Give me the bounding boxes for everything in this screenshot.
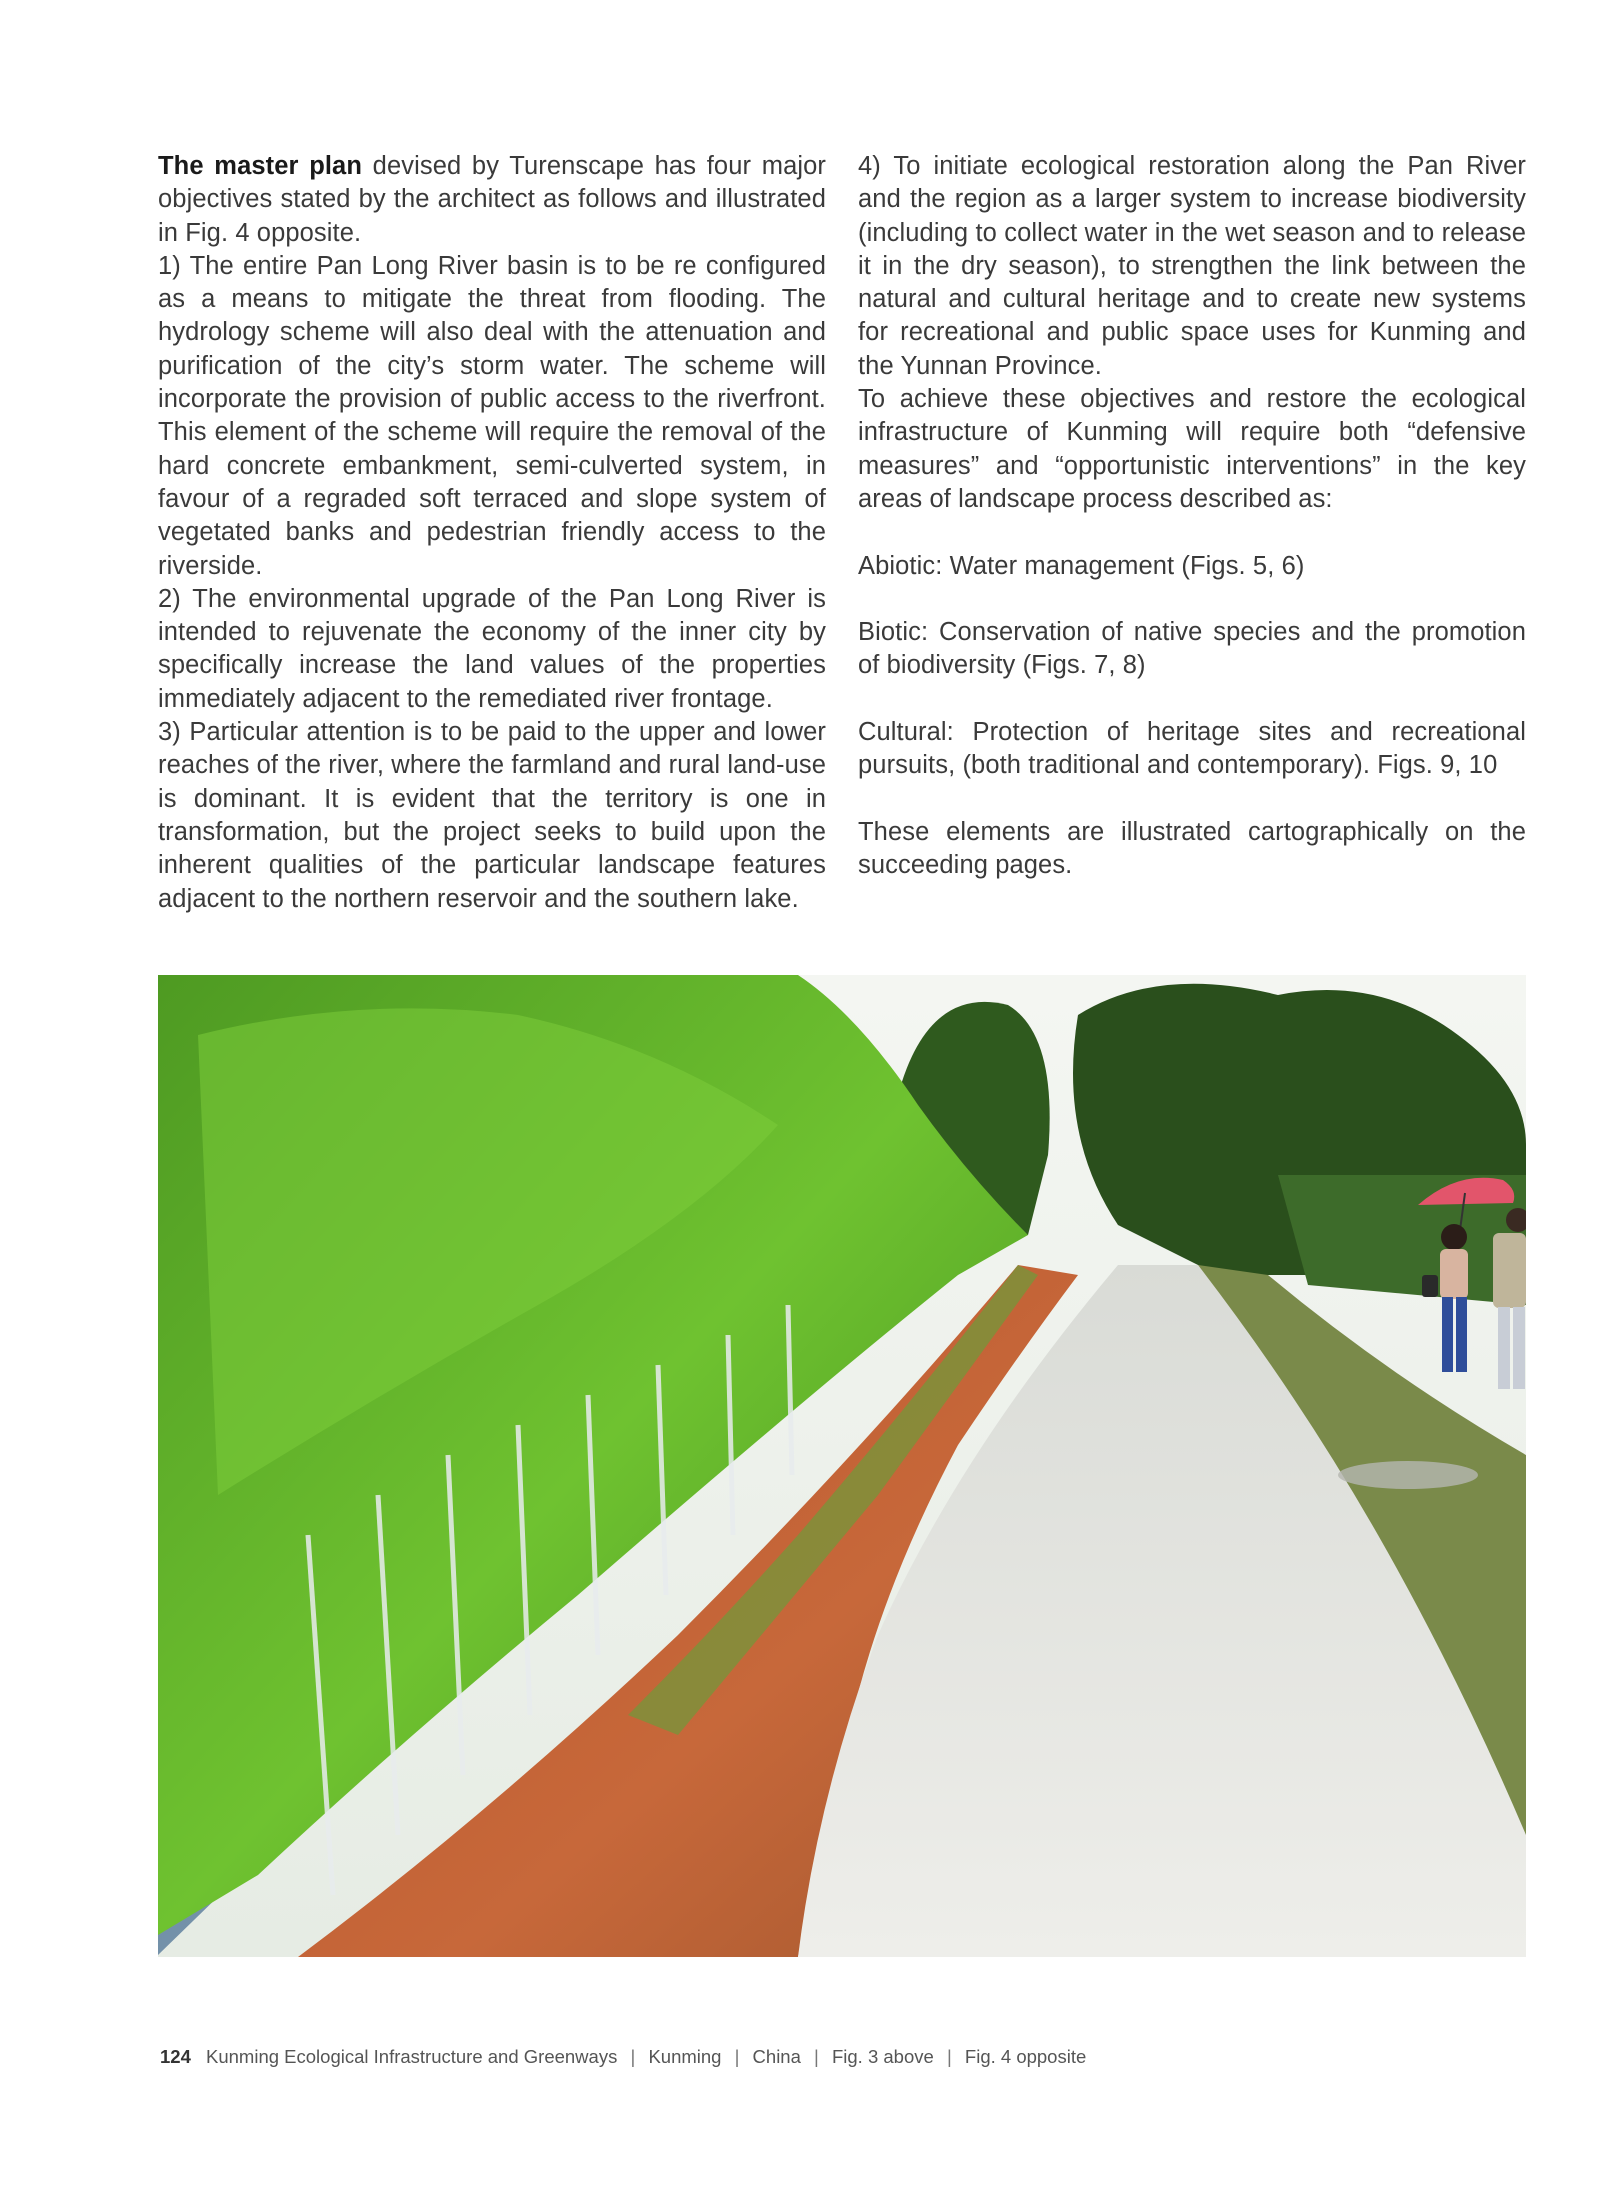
- footer-separator: |: [630, 2046, 636, 2067]
- lead-text: devised by Turenscape has four major objectives stated by the architect as follows and illustrated in Fig. 4 opposite.: [158, 152, 826, 247]
- lead-bold-phrase: The master plan: [158, 152, 363, 180]
- cultural-paragraph: Cultural: Protection of heritage sites and recreational pursuits, (both traditional and contemporary). Figs. 9, 10: [858, 718, 1526, 780]
- walker-shadow: [1338, 1461, 1478, 1489]
- abiotic-paragraph: Abiotic: Water management (Figs. 5, 6): [858, 551, 1305, 580]
- footer-separator: |: [814, 2046, 819, 2067]
- footer-fig-opposite: Fig. 4 opposite: [964, 2046, 1087, 2067]
- biotic-paragraph: Biotic: Conservation of native species and the promotion of biodiversity (Figs. 7, 8): [858, 618, 1526, 680]
- footer-separator: |: [946, 2046, 952, 2067]
- left-text-column: [158, 150, 826, 916]
- objective-4-paragraph: 4) To initiate ecological restoration along the Pan River and the region as a larger system to increase biodiversity (including to collect water in the wet season and to release it in the dry season), to strengthen the link between the natural and cultural heritage and to create new systems for recreational and public space uses for Kunming and the Yunnan Province.: [858, 152, 1526, 380]
- riverside-path-photo: [158, 975, 1526, 1957]
- objective-3-paragraph: 3) Particular attention is to be paid to the upper and lower reaches of the river, where the farmland and rural land-use is dominant. It is evident that the territory is one in transformation, but the project seeks to build upon the inherent qualities of the particular landscape features adjacent to the northern reservoir and the southern lake.: [158, 718, 826, 913]
- objective-2-paragraph: 2) The environmental upgrade of the Pan Long River is intended to rejuvenate the economy of the inner city by specifically increase the land values of the properties immediately adjacent to the remediated river frontage.: [158, 584, 826, 713]
- objective-1-paragraph: 1) The entire Pan Long River basin is to be re configured as a means to mitigate the threat from flooding. The hydrology scheme will also deal with the attenuation and purification of the city’s storm water. The scheme will incorporate the provision of public access to the riverfront. This element of the scheme will require the removal of the hard concrete embankment, semi-culverted system, in favour of a regraded soft terraced and slope system of vegetated banks and pedestrian friendly access to the riverside.: [158, 251, 826, 580]
- book-title: Kunming Ecological Infrastructure and Greenways: [206, 2046, 618, 2067]
- footer-country: China: [752, 2046, 801, 2067]
- intro-paragraph: To achieve these objectives and restore the ecological infrastructure of Kunming will require both “defensive measures” and “opportunistic interventions” in the key areas of landscape process described as:: [858, 385, 1526, 513]
- right-text-column: [858, 150, 1526, 883]
- closing-paragraph: These elements are illustrated cartographically on the succeeding pages.: [858, 817, 1526, 880]
- page-footer: [160, 2046, 1086, 2068]
- photo-illustration: [158, 975, 1526, 1957]
- lead-paragraph: [158, 150, 826, 250]
- footer-fig-above: Fig. 3 above: [831, 2046, 934, 2067]
- footer-separator: |: [734, 2046, 740, 2067]
- page-number: 124: [160, 2046, 191, 2067]
- footer-city: Kunming: [648, 2046, 722, 2067]
